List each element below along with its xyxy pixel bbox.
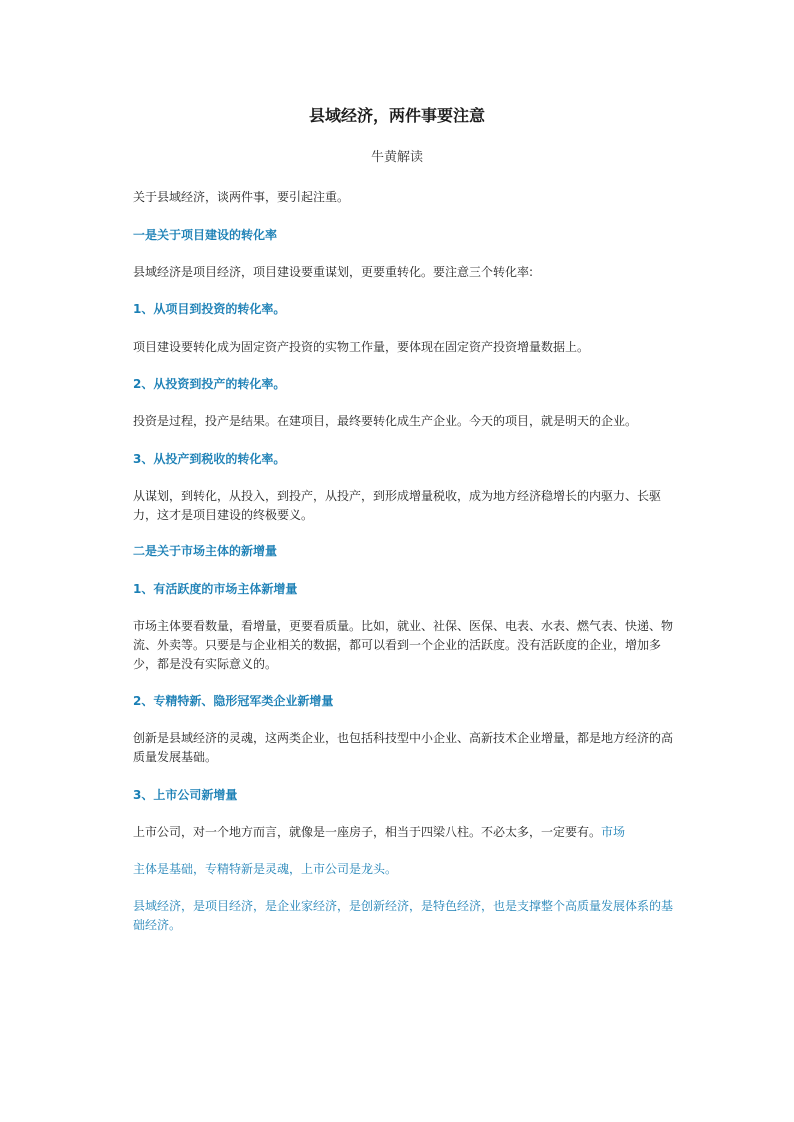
section1-item3-body: 从谋划，到转化，从投入，到投产，从投产，到形成增量税收，成为地方经济稳增长的内驱力、长驱力，这才是项目建设的终极要义。 xyxy=(133,489,662,522)
section1-item1-heading: 1、从项目到投资的转化率。 xyxy=(133,302,286,316)
section2-item1-heading: 1、有活跃度的市场主体新增量 xyxy=(133,582,298,596)
section2-item3-body-accent: 市场 xyxy=(601,825,626,839)
section1-item1-body: 项目建设要转化成为固定资产投资的实物工作量，要体现在固定资产投资增量数据上。 xyxy=(133,340,590,354)
section1-item2-body: 投资是过程，投产是结果。在建项目，最终要转化成生产企业。今天的项目，就是明天的企业。 xyxy=(133,414,638,428)
section2-item3-body-text: 上市公司，对一个地方而言，就像是一座房子，相当于四梁八柱。不必太多，一定要有。 xyxy=(133,825,602,839)
closing-line2: 县域经济，是项目经济，是企业家经济，是创新经济，是特色经济，也是支撑整个高质量发展体系的基础经济。 xyxy=(133,899,674,932)
section1-item2-heading: 2、从投资到投产的转化率。 xyxy=(133,377,286,391)
section1-heading: 一是关于项目建设的转化率 xyxy=(133,228,278,242)
closing-line1: 主体是基础，专精特新是灵魂，上市公司是龙头。 xyxy=(133,862,398,876)
section2-item3-heading: 3、上市公司新增量 xyxy=(133,788,238,802)
section2-item2-body: 创新是县域经济的灵魂，这两类企业，也包括科技型中小企业、高新技术企业增量，都是地方经济的高质量发展基础。 xyxy=(133,731,674,764)
section2-item2-heading: 2、专精特新、隐形冠军类企业新增量 xyxy=(133,694,334,708)
section2-item1-body: 市场主体要看数量，看增量，更要看质量。比如，就业、社保、医保、电表、水表、燃气表、快递、物流、外卖等。只要是与企业相关的数据，都可以看到一个企业的活跃度。没有活跃度的企业，增加多少，都是没有实际意义的。 xyxy=(133,619,674,671)
intro-paragraph: 关于县域经济，谈两件事，要引起注重。 xyxy=(133,190,350,204)
section1-item3-heading: 3、从投产到税收的转化率。 xyxy=(133,452,286,466)
document-author: 牛黄解读 xyxy=(370,150,423,165)
section1-lead: 县域经济是项目经济，项目建设要重谋划，更要重转化。要注意三个转化率: xyxy=(133,265,534,279)
section2-heading: 二是关于市场主体的新增量 xyxy=(133,544,278,558)
section2-item3-body xyxy=(133,823,673,842)
document-title: 县域经济，两件事要注意 xyxy=(308,106,485,125)
